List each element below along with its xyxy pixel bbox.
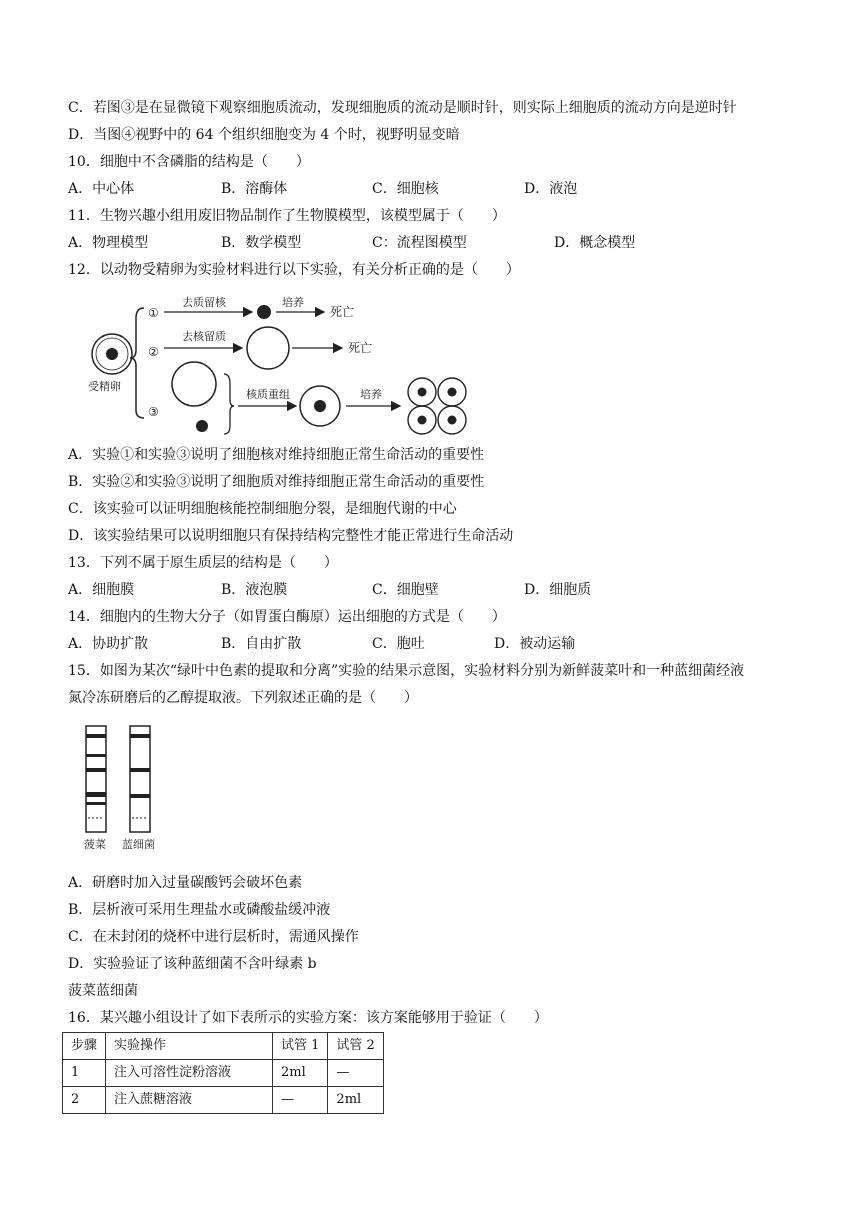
q10-stem: 10．细胞中不含磷脂的结构是（ ） [68,154,310,170]
row3-number: ③ [148,405,159,419]
cell-step: 2 [63,1087,106,1114]
header-step: 步骤 [63,1033,106,1060]
q13-stem: 13．下列不属于原生质层的结构是（ ） [68,555,338,571]
q12-option-c: C．该实验可以证明细胞核能控制细胞分裂，是细胞代谢的中心 [68,501,457,517]
culture1-label: 培养 [282,296,304,309]
cell-tube1: 2ml [273,1060,328,1087]
q11-option-c: C：流程图模型 [372,235,467,251]
table-row [63,1087,384,1114]
spinach-label: 菠菜 [84,838,106,851]
q14-option-c: C．胞吐 [372,636,425,652]
q14-option-d: D．被动运输 [494,636,576,652]
cell-step: 1 [63,1060,106,1087]
death1-label: 死亡 [330,305,355,319]
q16-stem: 16．某兴趣小组设计了如下表所示的实验方案：该方案能够用于验证（ ） [68,1010,548,1026]
q13-option-a: A．细胞膜 [68,582,135,598]
q15-caption: 菠菜蓝细菌 [68,983,138,999]
q15-stem-line2: 氮冷冻研磨后的乙醇提取液。下列叙述正确的是（ ） [68,690,418,706]
cyanobacteria-label: 蓝细菌 [122,838,155,851]
q10-option-b: B．溶酶体 [221,181,288,197]
q9-option-c: C．若图③是在显微镜下观察细胞质流动，发现细胞质的流动是顺时针，则实际上细胞质的流动方向是逆时针 [68,100,737,116]
q14-option-b: B．自由扩散 [221,636,302,652]
row1-number: ① [148,306,159,320]
q9-option-d: D．当图④视野中的 64 个组织细胞变为 4 个时，视野明显变暗 [68,127,460,143]
q12-option-d: D．该实验结果可以说明细胞只有保持结构完整性才能正常进行生命活动 [68,528,514,544]
death2-label: 死亡 [348,341,373,355]
q14-stem: 14．细胞内的生物大分子（如胃蛋白酶原）运出细胞的方式是（ ） [68,609,506,625]
q11-option-b: B．数学模型 [221,235,302,251]
q15-stem-line1: 15．如图为某次“绿叶中色素的提取和分离”实验的结果示意图，实验材料分别为新鲜菠菜叶和一种蓝细菌经液 [68,663,745,679]
row3-dividing-cells [408,378,466,434]
q15-option-a: A．研磨时加入过量碳酸钙会破坏色素 [68,875,303,891]
row2-number: ② [148,345,159,359]
q13-option-d: D．细胞质 [524,582,592,598]
fertilized-egg [92,334,132,374]
experiment-table [62,1032,384,1114]
row2-cytoplasm-only [247,327,289,369]
egg-label: 受精卵 [88,380,121,393]
q13-option-c: C．细胞壁 [372,582,439,598]
row3-enucleated-cell [172,362,216,406]
q10-option-d: D．液泡 [524,181,578,197]
step3-label: 核质重组 [246,388,290,401]
q15-option-c: C．在未封闭的烧杯中进行层析时，需通风操作 [68,929,359,945]
q15-option-d: D．实验验证了该种蓝细菌不含叶绿素 b [68,956,317,972]
culture3-label: 培养 [360,388,382,401]
step2-label: 去核留质 [182,330,226,343]
header-tube1: 试管 1 [273,1033,328,1060]
q11-option-d: D．概念模型 [554,235,636,251]
q10-option-a: A．中心体 [68,181,135,197]
q14-option-a: A．协助扩散 [68,636,149,652]
q12-option-b: B．实验②和实验③说明了细胞质对维持细胞正常生命活动的重要性 [68,474,485,490]
header-operation: 实验操作 [106,1033,273,1060]
q13-option-b: B．液泡膜 [221,582,288,598]
row1-nucleus-only [257,305,271,319]
spinach-strip [86,726,106,832]
row3-brace [224,374,234,434]
cell-tube2: 2ml [328,1087,383,1114]
table-row [63,1060,384,1087]
cell-operation: 注入蔗糖溶液 [106,1087,273,1114]
fertilized-egg-experiment-diagram [74,288,494,440]
cell-operation: 注入可溶性淀粉溶液 [106,1060,273,1087]
q10-option-c: C．细胞核 [372,181,439,197]
step1-label: 去质留核 [182,296,226,309]
q12-option-a: A．实验①和实验③说明了细胞核对维持细胞正常生命活动的重要性 [68,447,485,463]
row3-isolated-nucleus [196,420,208,432]
cyanobacteria-strip [130,726,150,832]
brace [130,308,144,418]
cell-tube1: — [273,1087,328,1114]
q12-stem: 12．以动物受精卵为实验材料进行以下实验，有关分析正确的是（ ） [68,262,520,278]
header-tube2: 试管 2 [328,1033,383,1060]
q15-option-b: B．层析液可采用生理盐水或磷酸盐缓冲液 [68,902,331,918]
cell-tube2: — [328,1060,383,1087]
chromatography-strips-figure [80,722,190,856]
q11-option-a: A．物理模型 [68,235,149,251]
q11-stem: 11．生物兴趣小组用废旧物品制作了生物膜模型，该模型属于（ ） [68,208,506,224]
table-header-row [63,1033,384,1060]
